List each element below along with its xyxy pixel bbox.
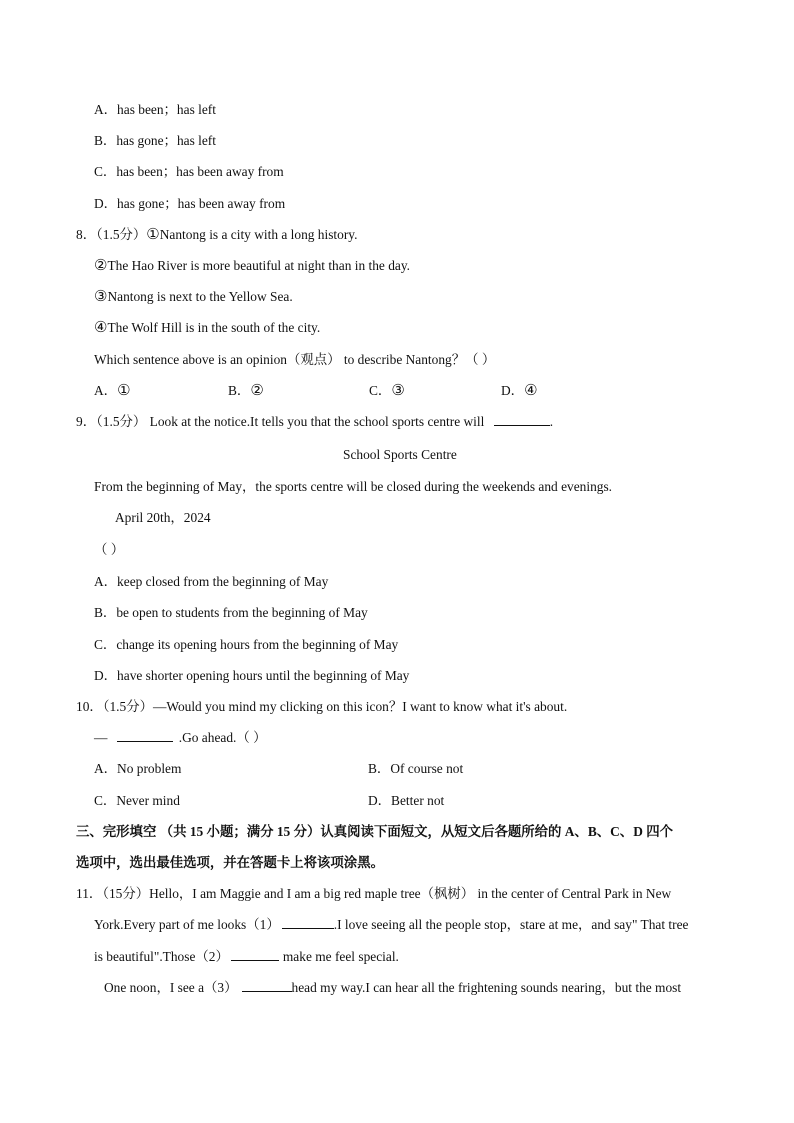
q8-s3-mark: ③ [94,289,108,305]
q9-stem-end: . [549,414,554,429]
q8-option-c-letter: C． [369,383,392,398]
q8-option-c-mark: ③ [391,383,405,399]
q10-option-b: B．Of course not [368,761,464,776]
q9-option-c: C．change its opening hours from the beginning of May [94,637,399,652]
q8-option-d [501,382,538,400]
section-3-heading-line-1: 三、完形填空 （共 15 小题；满分 15 分）认真阅读下面短文，从短文后各题所给的 A、B、C、D 四个 [76,824,673,839]
q7-option-c: C．has been；has been away from [94,164,284,179]
q7-option-b: B．has gone；has left [94,133,216,148]
q7-option-d: D．has gone；has been away from [94,196,286,211]
q11-blank-1 [282,916,334,929]
q10-option-c: C．Never mind [94,793,180,808]
q8-sentence-3: Nantong is next to the Yellow Sea. [107,289,293,304]
q8-sentence-2-line [94,257,410,275]
q9-stem-line [76,413,553,431]
q10-reply-dash: — [94,730,108,745]
q11-line-4-start: One noon，I see a（3） [104,980,238,995]
q8-sentence-1: Nantong is a city with a long history. [159,227,358,242]
q10-reply-line [94,729,267,747]
q10-option-a: A．No problem [94,761,182,776]
q9-answer-blank [494,413,550,426]
q8-sentence-3-line [94,288,293,306]
q8-option-a-letter: A． [94,383,118,398]
q9-stem: 9．（1.5分） Look at the notice.It tells you that the school sports centre will [76,414,485,429]
q7-option-a: A．has been；has left [94,102,216,117]
q9-option-a: A．keep closed from the beginning of May [94,574,329,589]
q10-option-d: D．Better not [368,793,445,808]
q8-sentence-4: The Wolf Hill is in the south of the city. [107,320,321,335]
q8-option-c [369,382,405,400]
q10-stem: 10．（1.5分）—Would you mind my clicking on this icon？I want to know what it's about. [76,699,568,714]
notice-body: From the beginning of May，the sports centre will be closed during the weekends and evenings. [94,479,613,494]
q8-s1-mark: ① [146,227,160,243]
q8-option-a [94,382,131,400]
q8-sentence-4-line [94,319,320,337]
q10-reply-suffix: .Go ahead.（ ） [178,730,267,745]
q8-option-b-letter: B． [228,383,251,398]
q11-blank-2 [231,948,279,961]
q11-line-2-end: .I love seeing all the people stop，stare at me，and say" That tree [333,917,689,932]
q9-option-b: B．be open to students from the beginning of May [94,605,368,620]
q11-line-3 [94,948,399,966]
section-3-heading-line-2: 选项中，选出最佳选项，并在答题卡上将该项涂黑。 [76,855,384,870]
notice-title: School Sports Centre [343,447,457,462]
q11-line-4 [104,979,681,997]
q11-line-3-end: make me feel special. [282,949,399,964]
q10-answer-blank [117,729,173,742]
q8-option-b-mark: ② [250,383,264,399]
q8-prefix: 8．（1.5分） [76,227,147,242]
q8-option-d-letter: D． [501,383,525,398]
q11-line-3-start: is beautiful".Those（2） [94,949,229,964]
q9-answer-paren: （ ） [94,542,125,557]
q8-option-b [228,382,264,400]
q11-line-1: 11．（15分）Hello，I am Maggie and I am a big red maple tree（枫树） in the center of Central Park in New [76,886,672,901]
q8-option-d-mark: ④ [524,383,538,399]
q8-stem [76,226,357,244]
q11-line-4-end: head my way.I can hear all the frightening sounds nearing，but the most [291,980,682,995]
q8-s4-mark: ④ [94,320,108,336]
notice-date: April 20th，2024 [115,510,211,525]
q9-option-d: D．have shorter opening hours until the beginning of May [94,668,410,683]
q8-question: Which sentence above is an opinion（观点） to describe Nantong？（ ） [94,352,496,367]
q8-option-a-mark: ① [117,383,131,399]
q11-blank-3 [242,979,292,992]
q11-line-2-start: York.Every part of me looks（1） [94,917,280,932]
q11-line-2 [94,916,688,934]
q8-sentence-2: The Hao River is more beautiful at night than in the day. [107,258,411,273]
q8-s2-mark: ② [94,258,108,274]
